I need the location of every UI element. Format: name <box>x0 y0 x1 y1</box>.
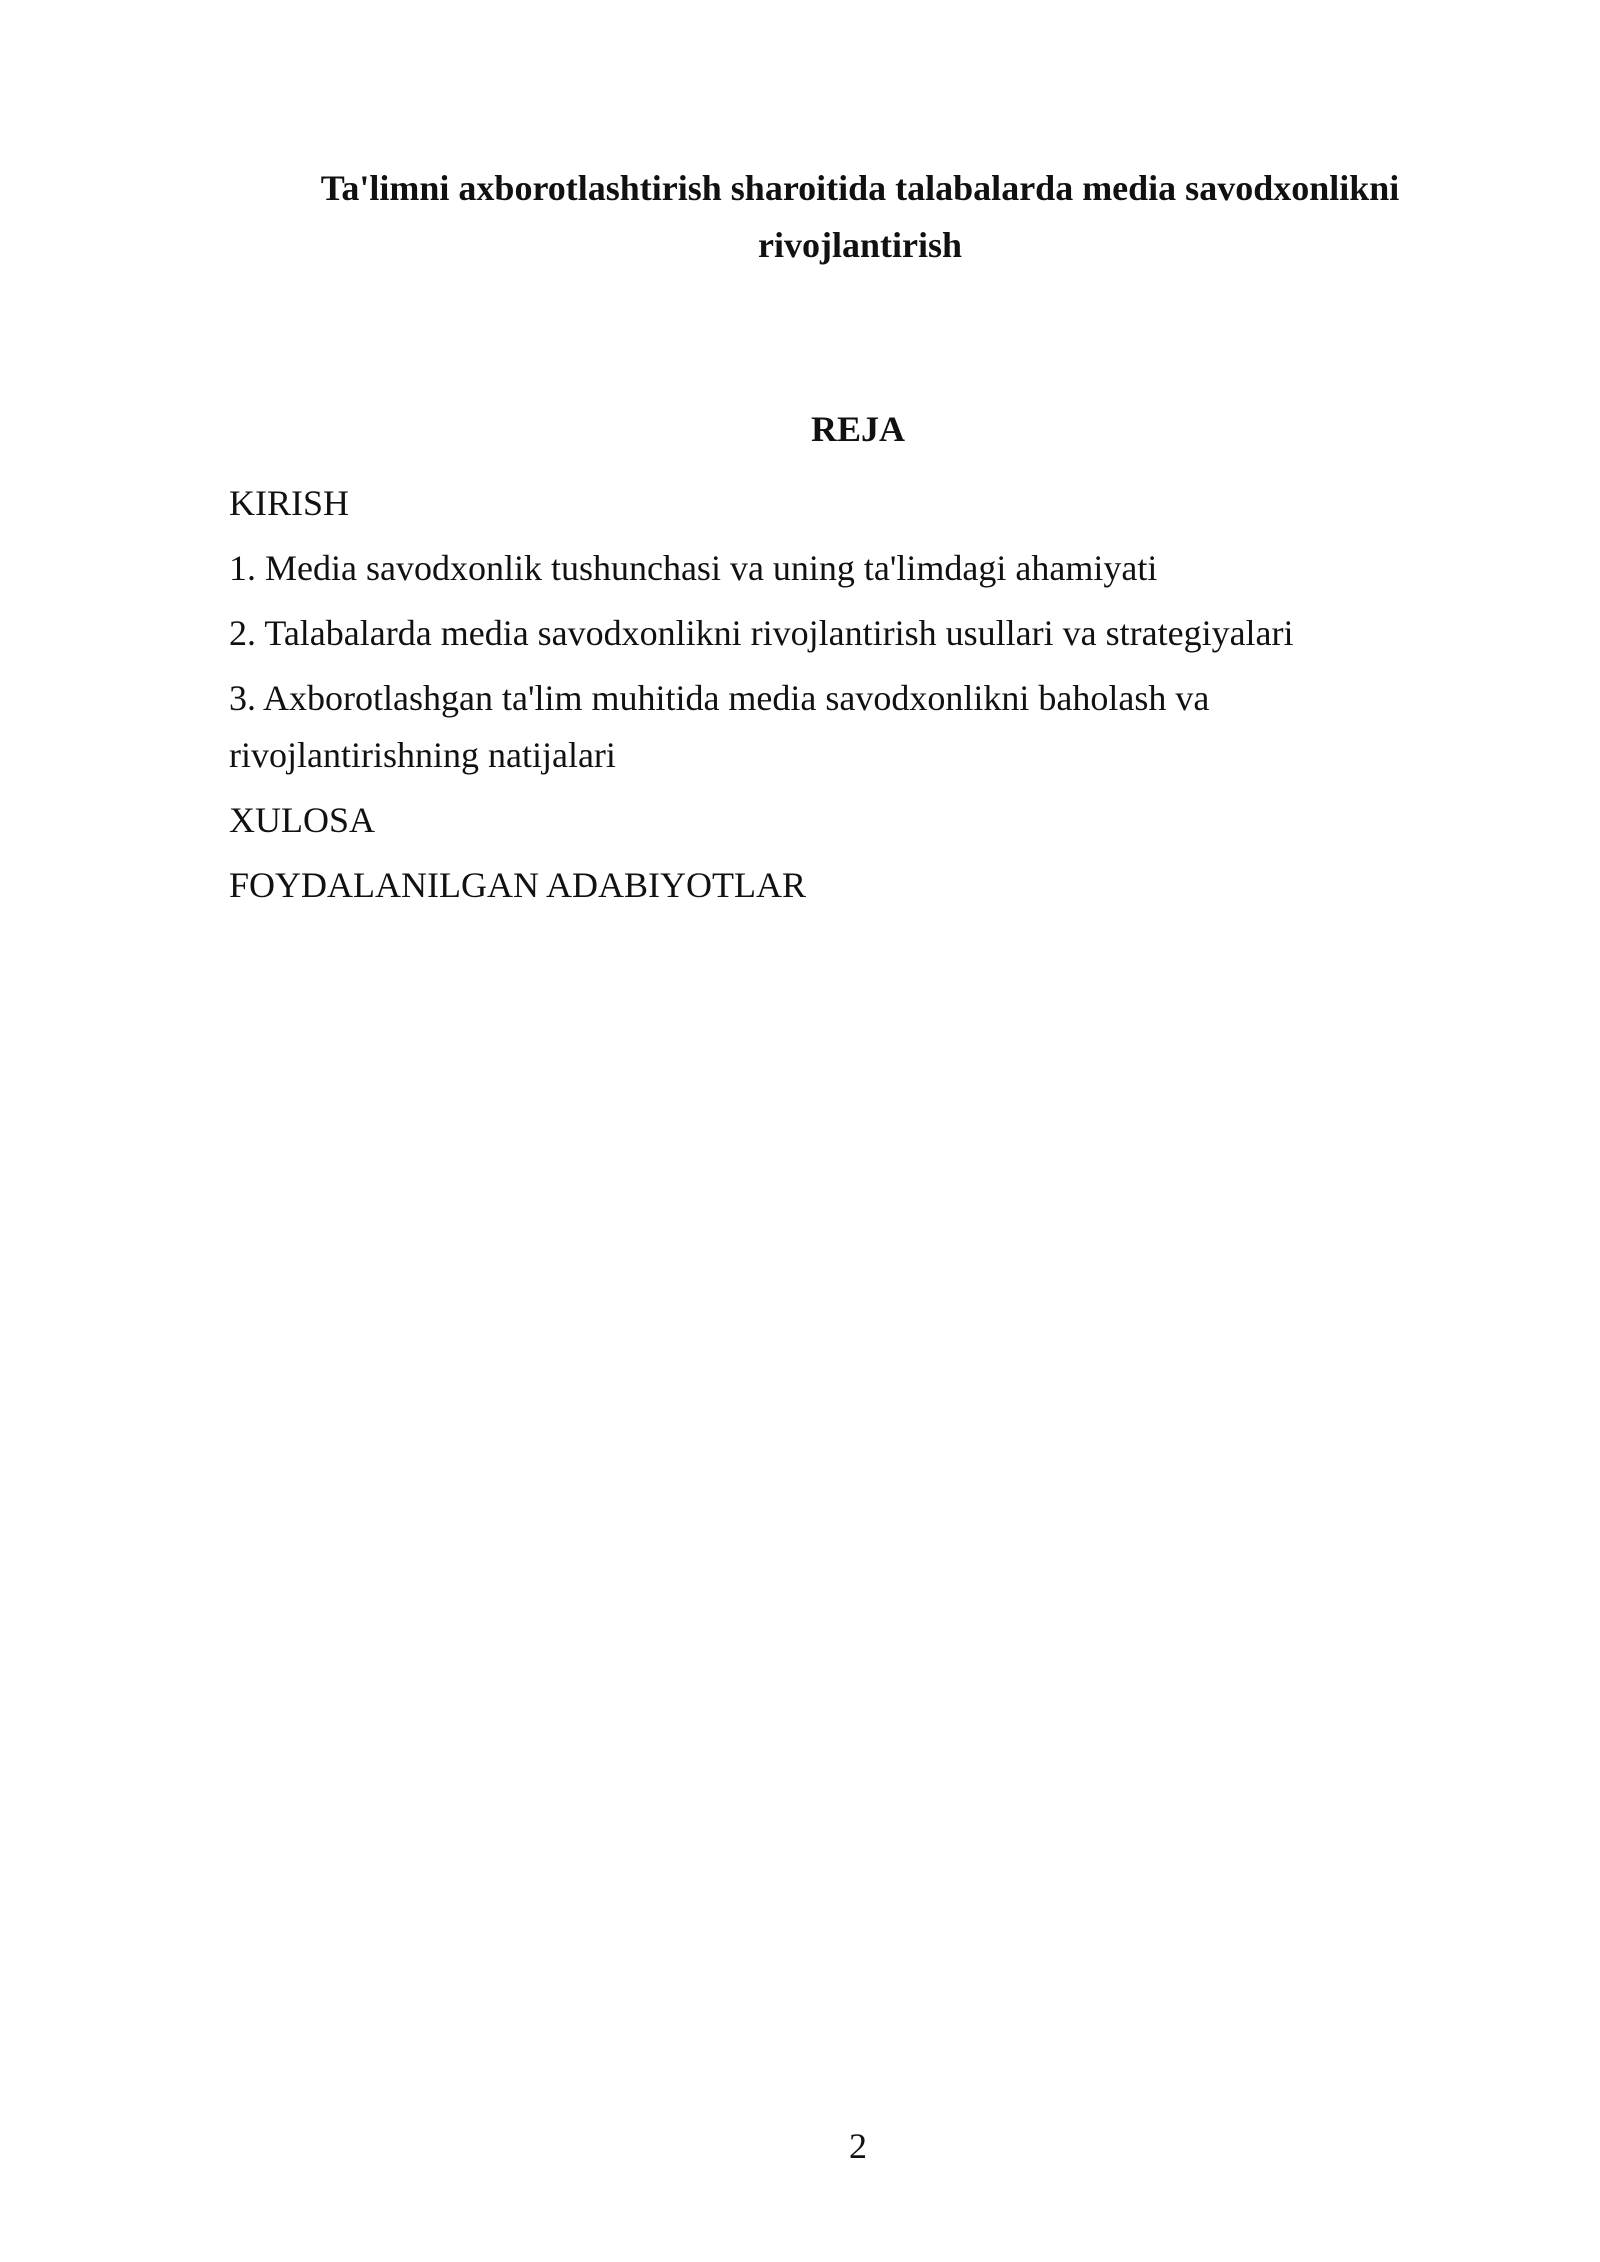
toc-item-2: 2. Talabalarda media savodxonlikni rivojlantirish usullari va strategiyalari <box>229 613 1294 653</box>
title-line-2: rivojlantirish <box>758 225 962 265</box>
table-of-contents <box>229 475 1419 922</box>
title-line-1: Ta'limni axborotlashtirish sharoitida talabalarda media savodxonlikni <box>320 168 1400 208</box>
page-number: 2 <box>849 2126 867 2166</box>
toc-item-introduction: KIRISH <box>229 483 350 523</box>
toc-item-conclusion: XULOSA <box>229 800 376 840</box>
toc-item-references: FOYDALANILGAN ADABIYOTLAR <box>229 865 806 905</box>
document-title <box>230 160 1490 274</box>
toc-item-1: 1. Media savodxonlik tushunchasi va uning ta'limdagi ahamiyati <box>229 548 1158 588</box>
plan-heading: REJA <box>810 409 905 449</box>
toc-item-3: 3. Axborotlashgan ta'lim muhitida media savodxonlikni baholash va rivojlantirishning natijalari <box>229 678 1210 775</box>
